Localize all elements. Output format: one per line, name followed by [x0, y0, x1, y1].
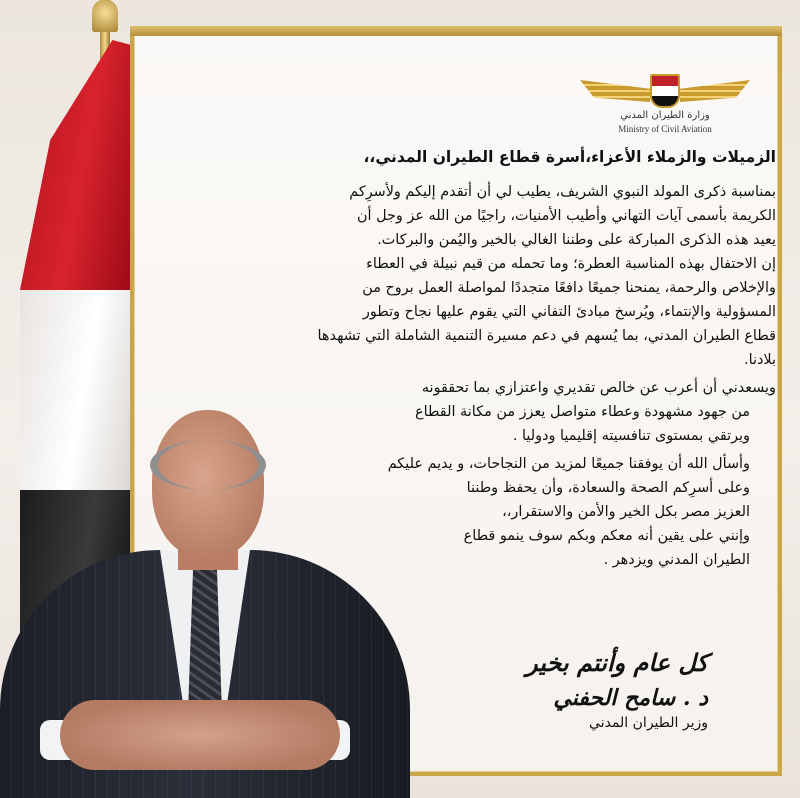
signature-title: وزير الطيران المدني: [589, 715, 708, 731]
letter-line: ويسعدني أن أعرب عن خالص تقديري واعتزازي بما تحققونه: [421, 380, 776, 396]
letter-greeting: الزميلات والزملاء الأعزاء،أسرة قطاع الطيران المدني،،: [363, 148, 776, 166]
eagle-emblem-icon: [580, 68, 750, 108]
letter-line: والإخلاص والرحمة، يمنحنا جميعًا دافعًا متجددًا لمواصلة العمل بروح من: [362, 280, 776, 296]
letter-line: وإنني على يقين أنه معكم وبكم سوف ينمو قطاع: [463, 528, 750, 544]
letter-line: من جهود مشهودة وعطاء متواصل يعزز من مكانة القطاع: [415, 404, 750, 420]
right-wing: [680, 80, 750, 102]
letter-body: [176, 180, 776, 572]
flag-pole-finial: [92, 0, 118, 32]
logo-name-english: Ministry of Civil Aviation: [618, 124, 712, 134]
letter-header: [363, 148, 776, 174]
letter-line: الكريمة بأسمى آيات التهاني وأطيب الأمنيات، راجيًا من الله عز وجل أن: [356, 208, 776, 224]
letter-line: إن الاحتفال بهذه المناسبة العطرة؛ وما تحمله من قيم نبيلة في العطاء: [366, 256, 776, 272]
closing-wish: كل عام وأنتم بخير: [526, 648, 708, 677]
letter-line: بمناسبة ذكرى المولد النبوي الشريف، يطيب لي أن أتقدم إليكم ولأسرِكم: [349, 184, 776, 200]
ministry-logo: [580, 60, 750, 150]
frame-gold-bar: [130, 26, 782, 36]
letter-line: بلادنا.: [744, 352, 776, 368]
flag-shield-icon: [650, 74, 680, 108]
letter-line: العزيز مصر بكل الخير والأمن والاستقرار،،: [502, 504, 750, 520]
letter-line: قطاع الطيران المدني، بما يُسهم في دعم مسيرة التنمية الشاملة التي تشهدها: [317, 328, 776, 344]
signature-name: د . سامح الحفني: [553, 685, 708, 711]
letter-closing: [448, 648, 708, 731]
letter-line: الطيران المدني ويزدهر .: [603, 552, 750, 568]
folded-hands: [60, 700, 340, 770]
left-wing: [580, 80, 650, 102]
letter-line: وأسأل الله أن يوفقنا جميعًا لمزيد من النجاحات، و يديم عليكم: [387, 456, 750, 472]
logo-name-arabic: وزارة الطيران المدني: [620, 110, 710, 121]
letter-line: المسؤولية والإنتماء، ويُرسخ مبادئ التفاني التي يقوم عليها نجاح وتطور: [362, 304, 776, 320]
letter-line: يعيد هذه الذكرى المباركة على وطننا الغالي بالخير واليُمن والبركات.: [377, 232, 776, 248]
letter-line: ويرتقي بمستوى تنافسيته إقليميا ودوليا .: [512, 428, 750, 444]
letter-line: وعلى أسرِكم الصحة والسعادة، وأن يحفظ وطننا: [466, 480, 750, 496]
